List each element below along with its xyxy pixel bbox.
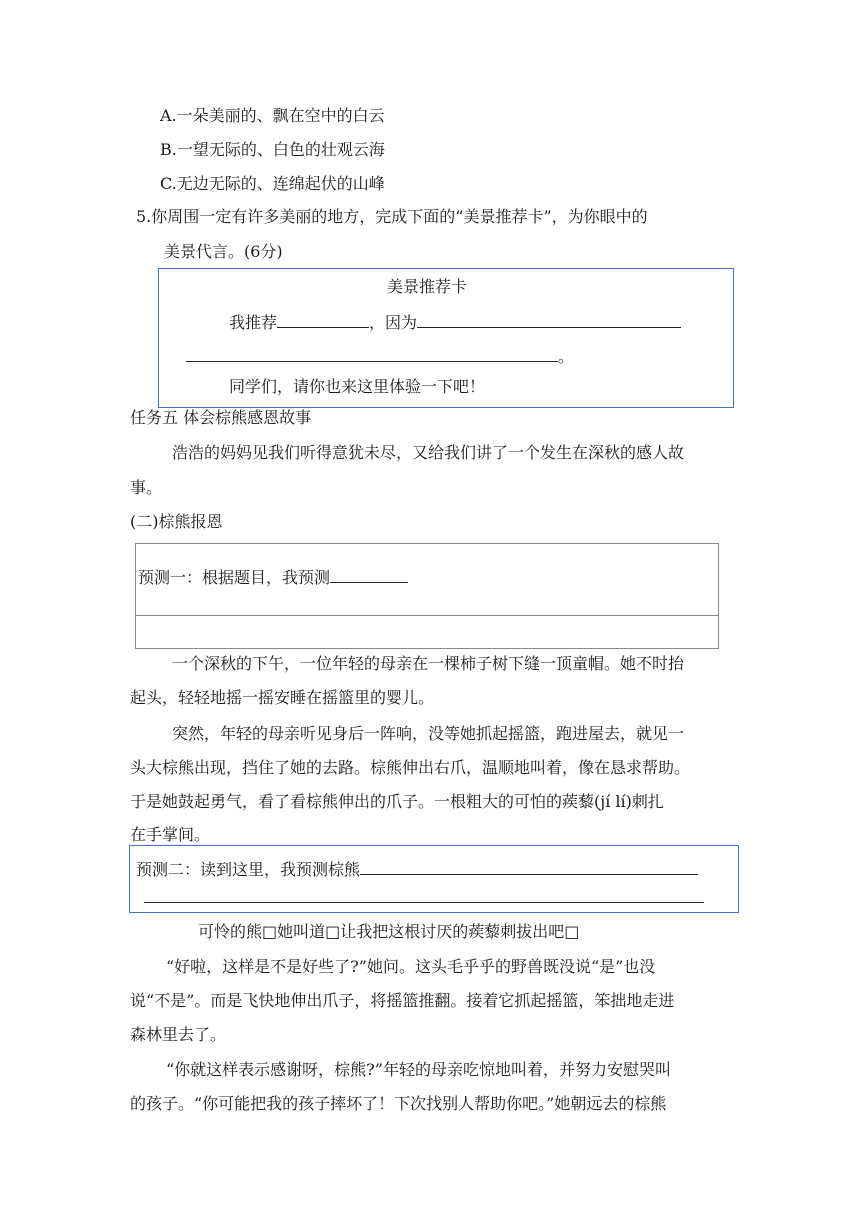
prediction2-second-row — [144, 886, 704, 908]
card-recommend-row — [229, 311, 681, 333]
prediction2-blank[interactable] — [360, 858, 698, 875]
option-b: B.一望无际的、白色的壮观云海 — [160, 140, 385, 159]
para1-line2: 起头，轻轻地摇一摇安睡在摇篮里的婴儿。 — [130, 688, 435, 707]
para1-line1: 一个深秋的下午，一位年轻的母亲在一棵柿子树下缝一顶童帽。她不时抬 — [172, 654, 685, 673]
para2-line2: 头大棕熊出现，挡住了她的去路。棕熊伸出右爪，温顺地叫着，像在恳求帮助。 — [130, 758, 691, 777]
para4-line2: 说“不是”。而是飞快地伸出爪子，将摇篮推翻。接着它抓起摇篮，笨拙地走进 — [130, 991, 675, 1010]
story-title: (二)棕熊报恩 — [130, 512, 223, 531]
para4-line3: 森林里去了。 — [130, 1025, 227, 1044]
prediction2-content — [136, 858, 698, 880]
question-5-line1: 5.你周围一定有许多美丽的地方，完成下面的“美景推荐卡”，为你眼中的 — [136, 207, 648, 226]
card-end-mark: 。 — [558, 347, 575, 366]
reason-blank-continued[interactable] — [186, 345, 558, 362]
option-c: C.无边无际的、连绵起伏的山峰 — [160, 174, 385, 193]
recommendation-card — [158, 268, 734, 408]
prediction2-blank-continued[interactable] — [144, 886, 704, 903]
place-blank[interactable] — [277, 311, 369, 328]
prediction1-table — [135, 543, 719, 649]
prediction2-box — [129, 845, 739, 913]
prediction1-label: 预测一：根据题目，我预测 — [138, 568, 331, 587]
card-invite: 同学们，请你也来这里体验一下吧！ — [229, 377, 486, 396]
para2-line1: 突然，年轻的母亲听见身后一阵响，没等她抓起摇篮，跑进屋去，就见一 — [172, 724, 685, 743]
prediction1-blank[interactable] — [330, 566, 408, 583]
card-reason-row — [186, 345, 574, 367]
card-because-label: ，因为 — [369, 313, 418, 332]
task5-intro-line2: 事。 — [130, 478, 163, 497]
prediction1-content — [138, 566, 408, 588]
card-title: 美景推荐卡 — [387, 277, 468, 296]
para5-line2: 的孩子。“你可能把我的孩子摔坏了！下次找别人帮助你吧。”她朝远去的棕熊 — [130, 1094, 667, 1113]
reason-blank[interactable] — [417, 311, 681, 328]
para2-line4: 在手掌间。 — [130, 825, 211, 844]
para2-line3: 于是她鼓起勇气，看了看棕熊伸出的爪子。一根粗大的可怕的蒺藜(jí lí)刺扎 — [130, 792, 664, 811]
prediction1-row — [136, 544, 718, 616]
para4-line1: “好啦，这样是不是好些了?”她问。这头毛乎乎的野兽既没说“是”也没 — [166, 957, 656, 976]
task5-intro-line1: 浩浩的妈妈见我们听得意犹未尽，又给我们讲了一个发生在深秋的感人故 — [172, 443, 685, 462]
para3-line1: 可怜的熊□她叫道□让我把这根讨厌的蒺藜刺拔出吧□ — [198, 922, 580, 941]
question-5-line2: 美景代言。(6分) — [164, 242, 283, 261]
para5-line1: “你就这样表示感谢呀，棕熊?”年轻的母亲吃惊地叫着，并努力安慰哭叫 — [166, 1060, 671, 1079]
prediction2-label: 预测二：读到这里，我预测棕熊 — [136, 860, 361, 879]
card-recommend-prefix: 我推荐 — [229, 313, 278, 332]
option-a: A.一朵美丽的、飘在空中的白云 — [160, 106, 385, 125]
task5-heading: 任务五 体会棕熊感恩故事 — [130, 408, 312, 427]
